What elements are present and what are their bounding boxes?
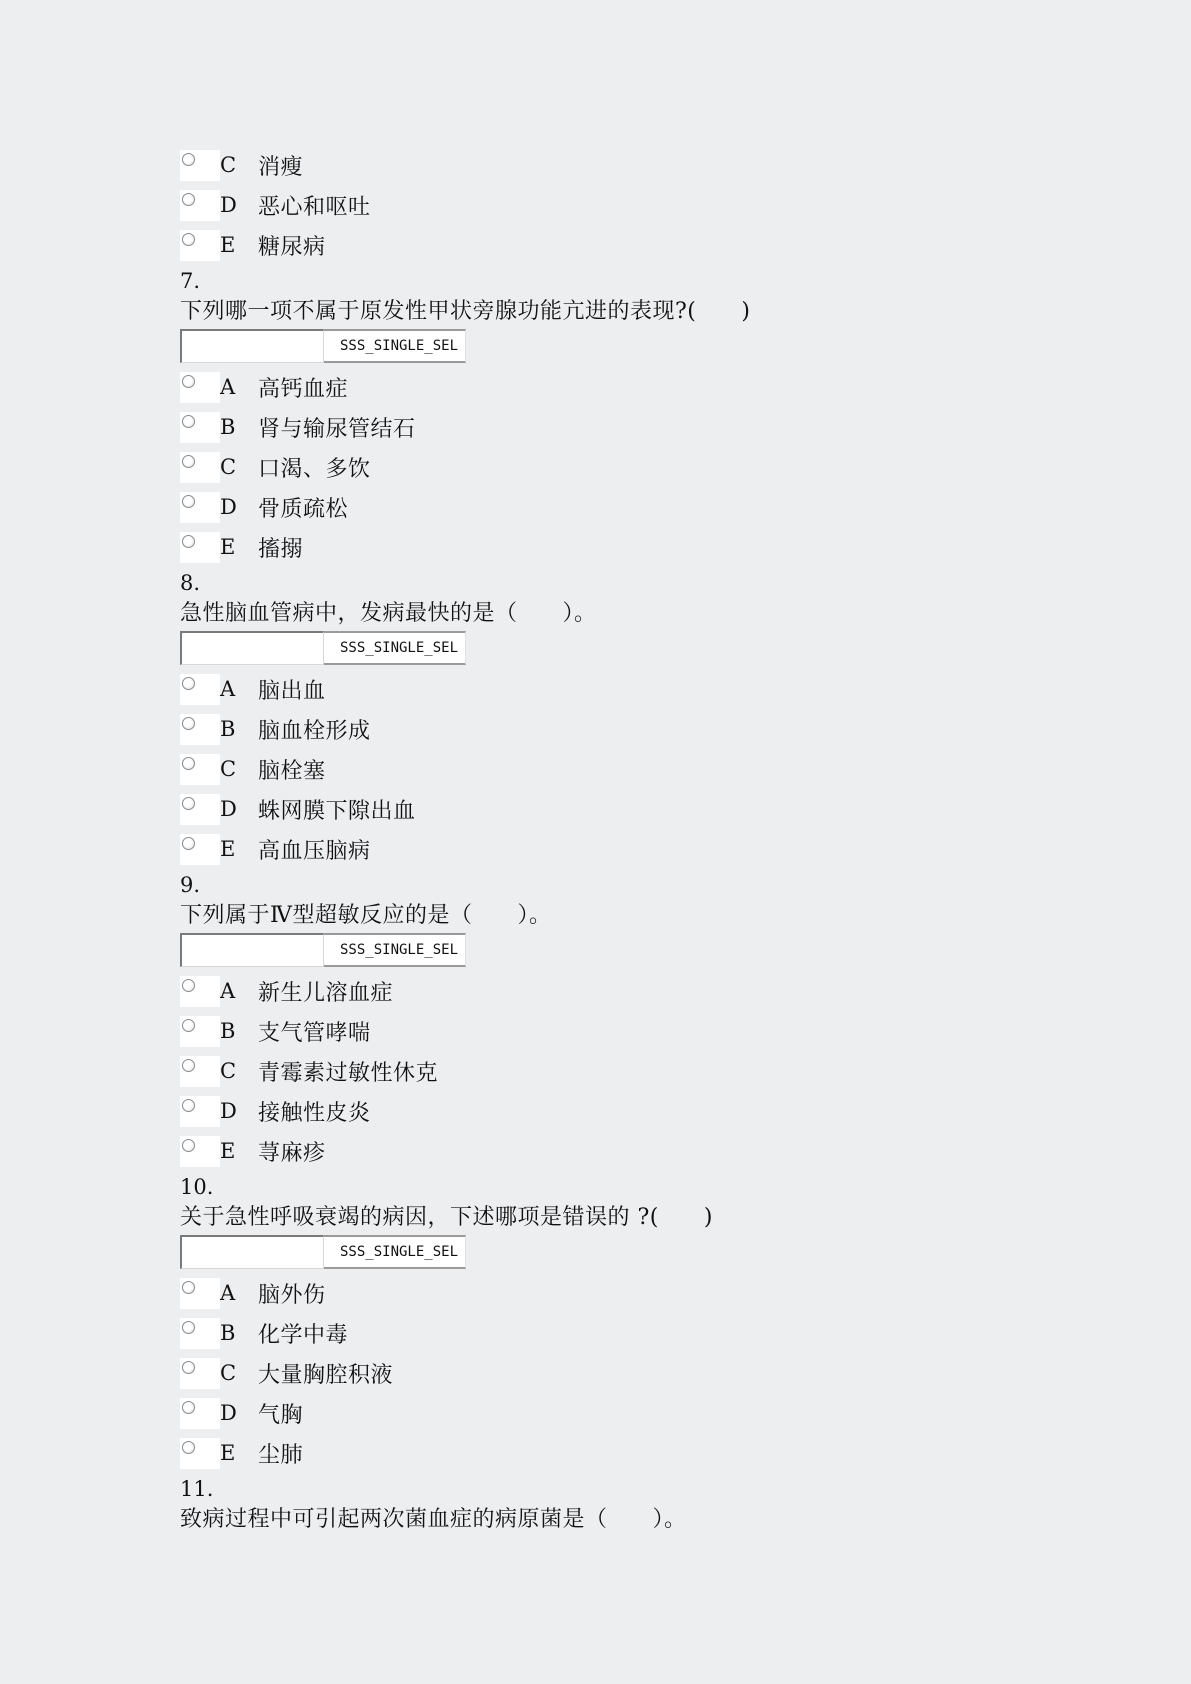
option-text: 脑外伤 <box>258 1282 326 1308</box>
option-letter: E <box>220 1139 236 1163</box>
radio-button[interactable] <box>182 1281 195 1294</box>
question-text: 下列哪一项不属于原发性甲状旁腺功能亢进的表现?( ) <box>180 299 751 324</box>
option-text: 骨质疏松 <box>258 496 349 522</box>
option-row[interactable] <box>180 669 1080 709</box>
question-text: 急性脑血管病中，发病最快的是（ ）。 <box>180 601 597 626</box>
option-letter: C <box>220 757 237 781</box>
option-row[interactable] <box>180 789 1080 829</box>
option-text: 高钙血症 <box>258 376 349 402</box>
option-letter: A <box>220 979 236 1003</box>
radio-button[interactable] <box>182 1441 195 1454</box>
radio-button[interactable] <box>182 757 195 770</box>
option-text: 口渴、多饮 <box>258 456 371 482</box>
option-letter: A <box>220 1281 236 1305</box>
option-row[interactable] <box>180 367 1080 407</box>
option-row[interactable] <box>180 447 1080 487</box>
question-list <box>180 145 1080 1537</box>
option-row[interactable] <box>180 527 1080 567</box>
option-text: 气胸 <box>258 1402 304 1428</box>
question-block <box>180 569 1080 869</box>
radio-button[interactable] <box>182 1099 195 1112</box>
option-letter: A <box>220 375 236 399</box>
radio-button[interactable] <box>182 1401 195 1414</box>
question-number: 11. <box>180 1477 214 1501</box>
option-letter: D <box>220 1099 237 1123</box>
option-row[interactable] <box>180 971 1080 1011</box>
option-row[interactable] <box>180 829 1080 869</box>
question-text: 下列属于Ⅳ型超敏反应的是（ ）。 <box>180 903 552 928</box>
radio-button[interactable] <box>182 233 195 246</box>
radio-button[interactable] <box>182 153 195 166</box>
radio-button[interactable] <box>182 979 195 992</box>
option-letter: C <box>220 1059 237 1083</box>
option-row[interactable] <box>180 1313 1080 1353</box>
option-text: 化学中毒 <box>258 1322 349 1348</box>
radio-button[interactable] <box>182 717 195 730</box>
option-text: 脑栓塞 <box>258 758 326 784</box>
option-letter: A <box>220 677 236 701</box>
option-row[interactable] <box>180 1011 1080 1051</box>
question-text: 致病过程中可引起两次菌血症的病原菌是（ ）。 <box>180 1507 687 1532</box>
question-block <box>180 267 1080 567</box>
answer-row <box>180 329 1080 365</box>
option-row[interactable] <box>180 709 1080 749</box>
option-letter: B <box>220 415 236 439</box>
option-letter: B <box>220 1019 236 1043</box>
option-letter: B <box>220 717 236 741</box>
option-letter: D <box>220 193 237 217</box>
option-row[interactable] <box>180 1131 1080 1171</box>
option-letter: D <box>220 1401 237 1425</box>
option-text: 脑出血 <box>258 678 326 704</box>
option-text: 新生儿溶血症 <box>258 980 394 1006</box>
radio-button[interactable] <box>182 455 195 468</box>
option-letter: C <box>220 455 237 479</box>
radio-button[interactable] <box>182 797 195 810</box>
option-text: 糖尿病 <box>258 234 326 260</box>
question-type-tag: SSS_SINGLE_SEL <box>324 1235 466 1269</box>
option-text: 搐搦 <box>258 536 304 562</box>
option-text: 荨麻疹 <box>258 1140 326 1166</box>
option-text: 青霉素过敏性休克 <box>258 1060 439 1086</box>
option-row[interactable] <box>180 145 1080 185</box>
option-letter: C <box>220 153 237 177</box>
option-row[interactable] <box>180 487 1080 527</box>
answer-input[interactable] <box>180 329 324 363</box>
option-row[interactable] <box>180 1393 1080 1433</box>
option-letter: D <box>220 797 237 821</box>
option-text: 恶心和呕吐 <box>258 194 371 220</box>
option-letter: C <box>220 1361 237 1385</box>
question-type-tag: SSS_SINGLE_SEL <box>324 329 466 363</box>
question-number: 7. <box>180 269 201 293</box>
option-text: 支气管哮喘 <box>258 1020 371 1046</box>
answer-input[interactable] <box>180 631 324 665</box>
option-text: 消瘦 <box>258 154 304 180</box>
question-text: 关于急性呼吸衰竭的病因，下述哪项是错误的 ?( ) <box>180 1205 713 1230</box>
option-letter: D <box>220 495 237 519</box>
answer-row <box>180 631 1080 667</box>
question-number: 10. <box>180 1175 214 1199</box>
answer-row <box>180 933 1080 969</box>
option-text: 蛛网膜下隙出血 <box>258 798 416 824</box>
option-row[interactable] <box>180 1051 1080 1091</box>
radio-button[interactable] <box>182 415 195 428</box>
option-row[interactable] <box>180 1273 1080 1313</box>
radio-button[interactable] <box>182 677 195 690</box>
answer-input[interactable] <box>180 1235 324 1269</box>
option-letter: E <box>220 1441 236 1465</box>
leading-options <box>180 145 1080 265</box>
option-text: 脑血栓形成 <box>258 718 371 744</box>
radio-button[interactable] <box>182 1059 195 1072</box>
radio-button[interactable] <box>182 1019 195 1032</box>
radio-button[interactable] <box>182 193 195 206</box>
question-number: 9. <box>180 873 201 897</box>
question-block <box>180 1173 1080 1473</box>
option-row[interactable] <box>180 1091 1080 1131</box>
option-letter: B <box>220 1321 236 1345</box>
option-row[interactable] <box>180 407 1080 447</box>
radio-button[interactable] <box>182 495 195 508</box>
option-row[interactable] <box>180 1433 1080 1473</box>
radio-button[interactable] <box>182 1321 195 1334</box>
option-row[interactable] <box>180 225 1080 265</box>
radio-button[interactable] <box>182 535 195 548</box>
option-letter: E <box>220 837 236 861</box>
question-block <box>180 1475 1080 1537</box>
answer-row <box>180 1235 1080 1271</box>
option-text: 肾与输尿管结石 <box>258 416 416 442</box>
option-text: 大量胸腔积液 <box>258 1362 394 1388</box>
radio-button[interactable] <box>182 1139 195 1152</box>
option-text: 接触性皮炎 <box>258 1100 371 1126</box>
radio-button[interactable] <box>182 837 195 850</box>
option-row[interactable] <box>180 749 1080 789</box>
option-text: 高血压脑病 <box>258 838 371 864</box>
answer-input[interactable] <box>180 933 324 967</box>
option-row[interactable] <box>180 185 1080 225</box>
question-number: 8. <box>180 571 201 595</box>
question-type-tag: SSS_SINGLE_SEL <box>324 933 466 967</box>
radio-button[interactable] <box>182 1361 195 1374</box>
option-text: 尘肺 <box>258 1442 304 1468</box>
option-letter: E <box>220 233 236 257</box>
option-row[interactable] <box>180 1353 1080 1393</box>
radio-button[interactable] <box>182 375 195 388</box>
question-block <box>180 871 1080 1171</box>
option-letter: E <box>220 535 236 559</box>
question-type-tag: SSS_SINGLE_SEL <box>324 631 466 665</box>
